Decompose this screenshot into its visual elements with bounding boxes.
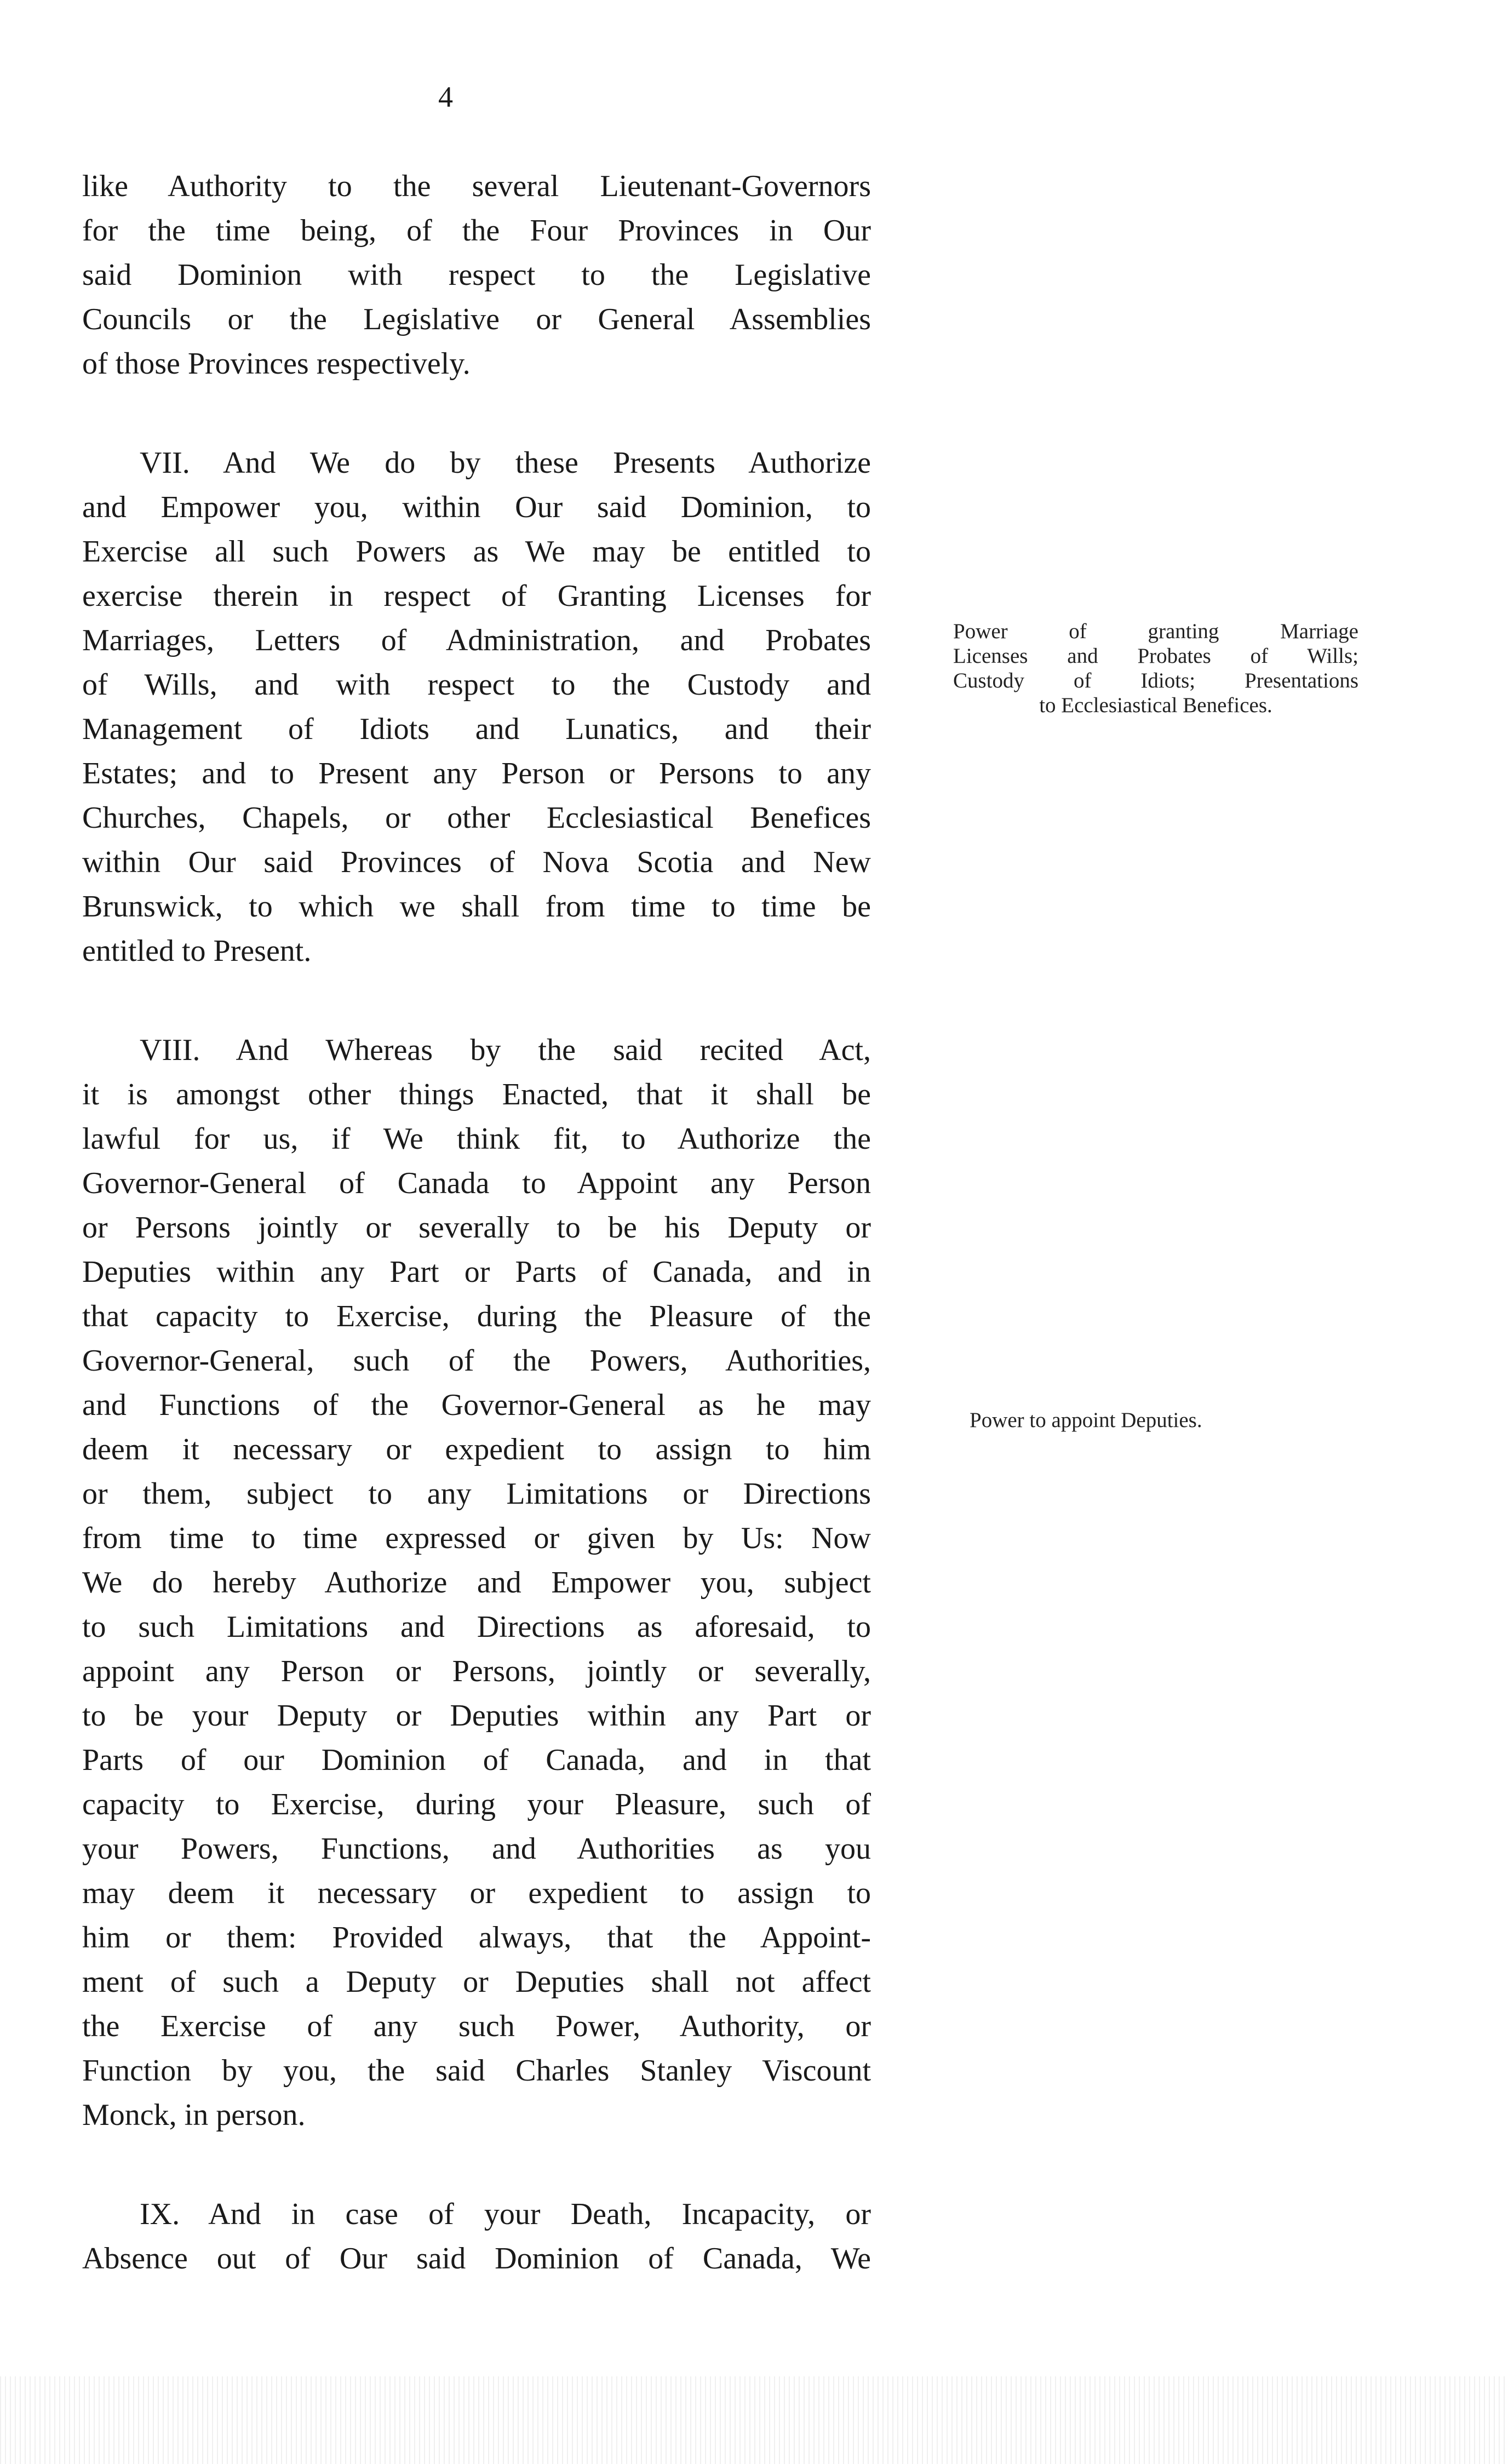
text-line: Monck, in person.	[82, 2098, 306, 2132]
text-line: Churches, Chapels, or other Ecclesiastical Benefices	[82, 801, 871, 835]
scan-noise-band	[0, 2376, 1508, 2464]
paragraph-viii	[82, 1028, 871, 2138]
margin-note-line: Power of granting Marriage	[953, 620, 1358, 643]
paragraph-vii	[82, 441, 871, 973]
paragraph-ix	[82, 2192, 871, 2281]
margin-note-line: to Ecclesiastical Benefices.	[1039, 694, 1272, 717]
text-line: VIII. And Whereas by the said recited Act,	[140, 1033, 871, 1067]
text-line: VII. And We do by these Presents Authorize	[140, 446, 871, 480]
text-line: lawful for us, if We think fit, to Authorize the	[82, 1122, 871, 1156]
text-line: of those Provinces respectively.	[82, 347, 471, 381]
text-line: from time to time expressed or given by Us: Now	[82, 1521, 871, 1555]
text-line: your Powers, Functions, and Authorities as you	[82, 1832, 871, 1866]
text-line: it is amongst other things Enacted, that it shall be	[82, 1078, 871, 1111]
text-line: Function by you, the said Charles Stanley Viscount	[82, 2054, 871, 2088]
text-line: or them, subject to any Limitations or Directions	[82, 1477, 871, 1511]
text-line: said Dominion with respect to the Legislative	[82, 258, 871, 292]
text-line: that capacity to Exercise, during the Pleasure of the	[82, 1299, 871, 1333]
paragraph-continuation	[82, 164, 871, 386]
page-number: 4	[438, 81, 453, 113]
text-line: to be your Deputy or Deputies within any Part or	[82, 1699, 871, 1733]
text-line: or Persons jointly or severally to be his Deputy or	[82, 1211, 871, 1245]
text-line: Brunswick, to which we shall from time to time be	[82, 890, 871, 924]
text-line: for the time being, of the Four Provinces in Our	[82, 214, 871, 248]
margin-note-line: Power to appoint Deputies.	[970, 1408, 1202, 1432]
text-line: Parts of our Dominion of Canada, and in that	[82, 1743, 871, 1777]
text-line: deem it necessary or expedient to assign to him	[82, 1432, 871, 1466]
text-line: capacity to Exercise, during your Pleasure, such of	[82, 1787, 871, 1821]
text-line: appoint any Person or Persons, jointly or severally,	[82, 1654, 871, 1688]
text-line: Management of Idiots and Lunatics, and their	[82, 712, 871, 746]
text-line: and Functions of the Governor-General as he may	[82, 1388, 871, 1422]
margin-note-marriage-licenses	[953, 619, 1358, 718]
text-line: entitled to Present.	[82, 934, 312, 968]
text-line: to such Limitations and Directions as aforesaid, to	[82, 1610, 871, 1644]
text-line: like Authority to the several Lieutenant-Governors	[82, 169, 871, 203]
main-text-column	[82, 164, 871, 2336]
text-line: Estates; and to Present any Person or Persons to any	[82, 757, 871, 790]
text-line: IX. And in case of your Death, Incapacity, or	[140, 2197, 871, 2231]
text-line: Councils or the Legislative or General Assemblies	[82, 302, 871, 336]
text-line: of Wills, and with respect to the Custody and	[82, 668, 871, 702]
text-line: Absence out of Our said Dominion of Canada, We	[82, 2242, 871, 2276]
text-line: him or them: Provided always, that the Appoint-	[82, 1921, 871, 1955]
margin-note-deputies	[970, 1408, 1202, 1432]
margin-note-line: Licenses and Probates of Wills;	[953, 644, 1358, 668]
text-line: within Our said Provinces of Nova Scotia and New	[82, 845, 871, 879]
text-line: and Empower you, within Our said Dominion, to	[82, 490, 871, 524]
text-line: Governor-General of Canada to Appoint any Person	[82, 1166, 871, 1200]
text-line: ment of such a Deputy or Deputies shall not affect	[82, 1965, 871, 1999]
text-line: the Exercise of any such Power, Authority, or	[82, 2009, 871, 2043]
text-line: Marriages, Letters of Administration, and Probates	[82, 623, 871, 657]
margin-note-line: Custody of Idiots; Presentations	[953, 669, 1358, 692]
text-line: Governor-General, such of the Powers, Authorities,	[82, 1344, 871, 1378]
text-line: We do hereby Authorize and Empower you, subject	[82, 1566, 871, 1600]
text-line: Deputies within any Part or Parts of Canada, and in	[82, 1255, 871, 1289]
text-line: Exercise all such Powers as We may be entitled to	[82, 535, 871, 569]
text-line: exercise therein in respect of Granting Licenses for	[82, 579, 871, 613]
text-line: may deem it necessary or expedient to assign to	[82, 1876, 871, 1910]
